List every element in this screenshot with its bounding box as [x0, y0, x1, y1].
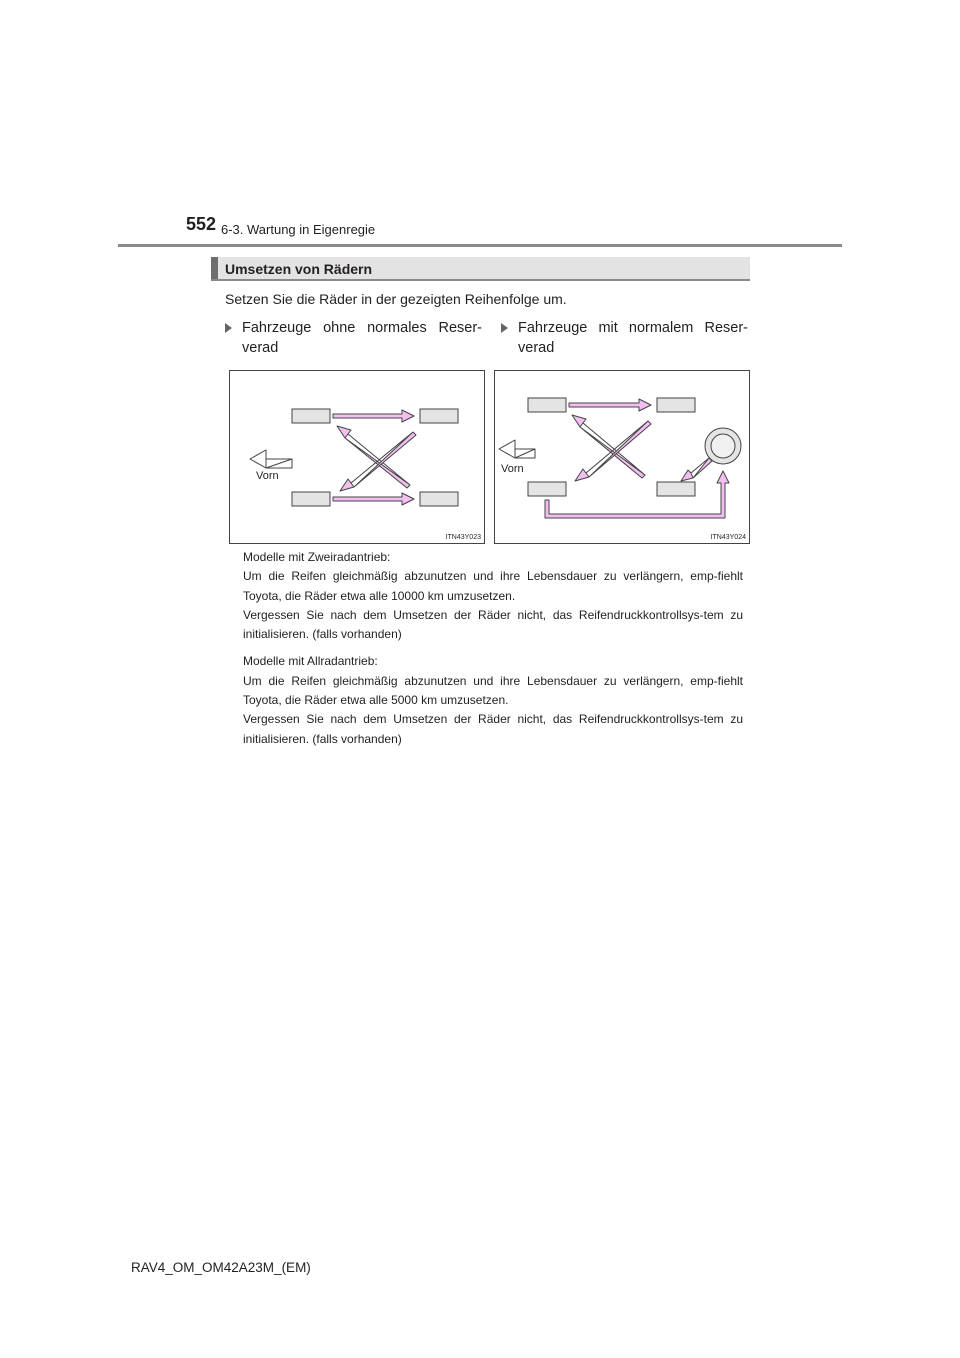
wheel-rear-left: [528, 482, 566, 496]
variant-label: Fahrzeuge mit normalem Reser-verad: [518, 320, 748, 356]
wheel-front-left: [292, 409, 330, 423]
front-label: Vorn: [501, 463, 524, 475]
wheel-front-right: [657, 398, 695, 412]
arrow-bottom-horizontal: [333, 493, 414, 505]
note-fwd-reminder: Vergessen Sie nach dem Umsetzen der Räder nicht, das Reifendruckkontrollsys-tem zu initialisieren. (falls vorhanden): [243, 607, 743, 642]
header-rule: [118, 244, 842, 247]
arrow-spare-to-rear: [681, 458, 712, 481]
bullet-triangle-icon: [225, 323, 232, 333]
wheel-rear-right: [657, 482, 695, 496]
arrow-rear-to-spare: [545, 471, 729, 518]
rotation-diagram-with-spare: [494, 370, 750, 544]
front-label: Vorn: [256, 470, 279, 482]
bullet-triangle-icon: [501, 323, 508, 333]
front-direction-arrow-icon: [250, 450, 292, 468]
wheel-rear-left: [292, 492, 330, 506]
section-title: Umsetzen von Rädern: [225, 261, 373, 277]
note-awd-title: Modelle mit Allradantrieb:: [243, 654, 378, 669]
note-awd-text: Um die Reifen gleichmäßig abzunutzen und ihre Lebensdauer zu verlängern, emp-fiehlt Toyota, die Räder etwa alle 5000 km umzusetzen.: [243, 673, 743, 708]
spare-wheel: [705, 428, 741, 464]
variant-with-spare: [501, 318, 748, 358]
wheel-front-right: [420, 409, 458, 423]
chapter-title: 6-3. Wartung in Eigenregie: [221, 222, 376, 237]
front-direction-arrow-icon: [499, 440, 535, 458]
arrow-top-horizontal: [569, 399, 651, 411]
rotation-diagram-svg: [495, 371, 749, 543]
section-header: [211, 257, 750, 281]
page-number: 552: [186, 214, 217, 234]
footer-doc-code: RAV4_OM_OM42A23M_(EM): [131, 1260, 311, 1275]
wheel-rear-right: [420, 492, 458, 506]
variant-label: Fahrzeuge ohne normales Reser-verad: [242, 320, 482, 356]
variant-no-spare: [225, 318, 482, 358]
arrow-top-horizontal: [333, 410, 414, 422]
rotation-diagram-svg: [230, 371, 484, 543]
maintenance-notes: [243, 548, 743, 749]
wheel-front-left: [528, 398, 566, 412]
note-fwd-title: Modelle mit Zweiradantrieb:: [243, 550, 391, 564]
figure-code: ITN43Y024: [710, 534, 746, 541]
note-awd-reminder: Vergessen Sie nach dem Umsetzen der Räder nicht, das Reifendruckkontrollsys-tem zu initialisieren. (falls vorhanden): [243, 712, 743, 746]
section-tab: [211, 257, 218, 279]
rotation-diagram-no-spare: [229, 370, 485, 544]
section-intro: Setzen Sie die Räder in der gezeigten Reihenfolge um.: [225, 291, 567, 307]
note-fwd-text: Um die Reifen gleichmäßig abzunutzen und ihre Lebensdauer zu verlängern, emp-fiehlt Toyota, die Räder etwa alle 10000 km umzusetzen.: [243, 569, 743, 603]
figure-code: ITN43Y023: [445, 534, 481, 541]
